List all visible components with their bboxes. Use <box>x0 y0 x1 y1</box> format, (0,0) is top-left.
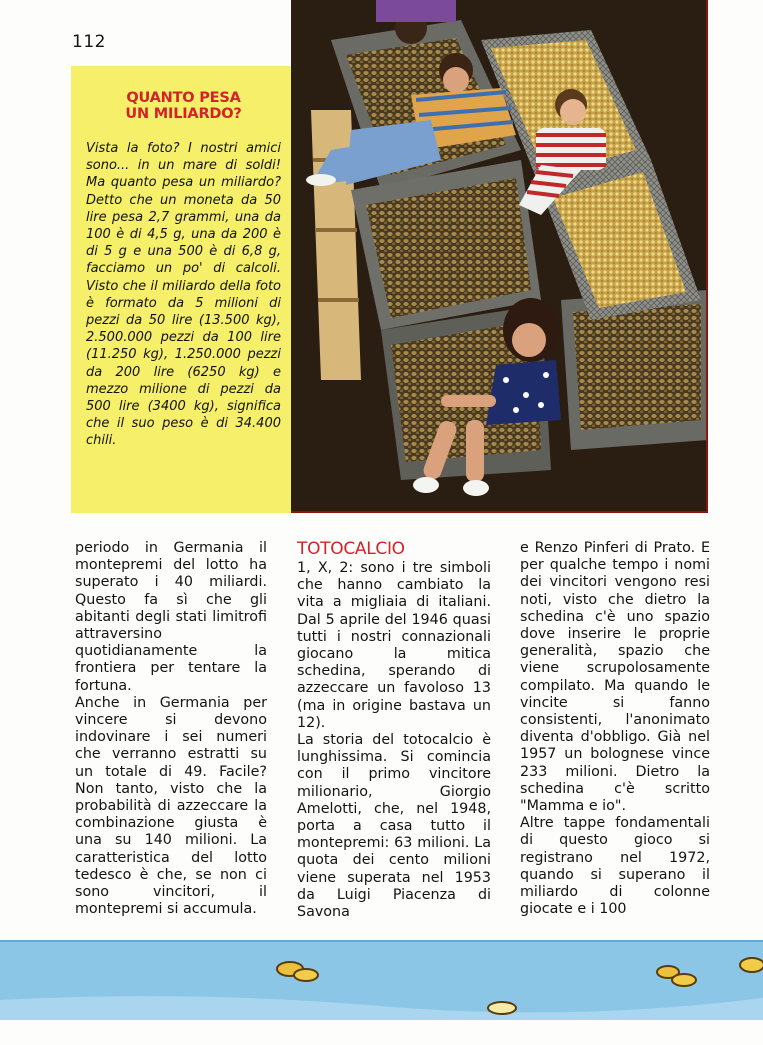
column-1-paragraph-1: periodo in Germania il montepremi del lotto ha superato i 40 miliardi. Questo fa sì che gli abitanti degli stati limitrofi attraversino quotidianamente la frontiera per tentare la fortuna. <box>75 540 267 694</box>
decorative-coin-band <box>0 940 763 1020</box>
column-3-paragraph-2: Altre tappe fondamentali di questo gioco si registrano nel 1972, quando si superano il miliardo di colonne giocate e i 100 <box>520 815 710 918</box>
column-3-paragraph-1: e Renzo Pinferi di Prato. E per qualche tempo i nomi dei vincitori vengono resi noti, visto che dietro la schedina c'è uno spazio dove inserire le proprie generalità, spazio che viene scrupolosamente compilato. Ma quando le vincite si fanno consistenti, l'anonimato diventa d'obbligo. Già nel 1957 un bolognese vince 233 milioni. Dietro la schedina c'è scritto "Mamma e io". <box>520 540 710 815</box>
sidebar-title-line2: UN MILIARDO? <box>125 106 242 122</box>
photo-children-on-coin-crates <box>291 0 708 513</box>
sidebar-title-line1: QUANTO PESA <box>126 90 241 106</box>
column-1-paragraph-2: Anche in Germania per vincere si devono indovinare i sei numeri che verranno estratti su un totale di 49. Facile? Non tanto, visto che la probabilità di azzeccare la combinazione giusta è una su 140 milioni. La caratteristica del lotto tedesco è che, se non ci sono vincitori, il montepremi si accumula. <box>75 694 267 918</box>
sidebar-box <box>71 66 291 513</box>
article-column-3 <box>520 540 710 918</box>
totocalcio-heading: TOTOCALCIO <box>297 539 405 559</box>
article-column-2 <box>297 540 491 921</box>
sidebar-title <box>86 90 281 122</box>
page-number: 112 <box>72 32 106 52</box>
article-column-1 <box>75 540 267 918</box>
column-2-paragraph-2: La storia del totocalcio è lunghissima. Si comincia con il primo vincitore milionario, Giorgio Amelotti, che, nel 1948, porta a casa tutto il montepremi: 63 milioni. La quota dei cento milioni viene superata nel 1953 da Luigi Piacenza di Savona <box>297 732 491 921</box>
sidebar-text: Vista la foto? I nostri amici sono... in un mare di soldi! Ma quanto pesa un miliardo? Detto che un moneta da 50 lire pesa 2,7 grammi, una da 100 è di 4,5 g, una da 200 è di 5 g e una 500 è di 6,8 g, facciamo un po' di calcoli. Visto che il miliardo della foto è formato da 5 milioni di pezzi da 50 lire (13.500 kg), 2.500.000 pezzi da 100 lire (11.250 kg), 1.250.000 pezzi da 200 lire (6250 kg) e mezzo milione di pezzi da 500 lire (3400 kg), significa che il suo peso è di 34.400 chili. <box>86 141 281 449</box>
column-2-paragraph-1: 1, X, 2: sono i tre simboli che hanno cambiato la vita a migliaia di italiani. Dal 5 aprile del 1946 quasi tutti i nostri connazionali giocano la mitica schedina, sperando di azzeccare un favoloso 13 (ma in origine bastava un 12). <box>297 560 491 731</box>
